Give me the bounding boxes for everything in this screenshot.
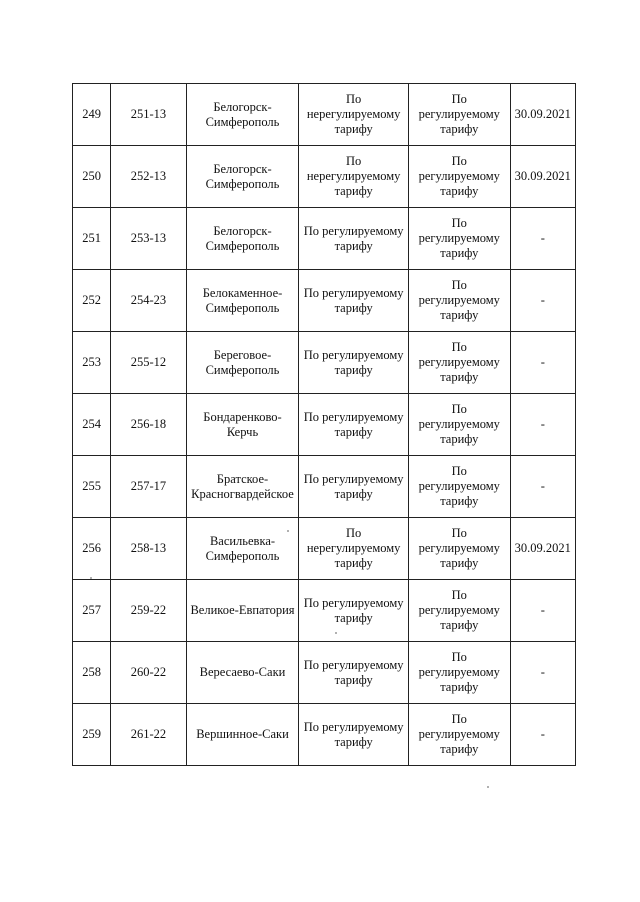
effective-date-cell: 30.09.2021 [510,84,575,146]
table-row [73,642,576,704]
effective-date-cell: - [510,642,575,704]
tariff-current-cell: По нерегулируемому тарифу [299,146,409,208]
route-name-cell: Вершинное-Саки [186,704,299,766]
scan-speck [90,577,92,579]
effective-date-cell: - [510,332,575,394]
tariff-new-cell: По регулируемому тарифу [408,704,510,766]
route-code-cell: 258-13 [111,518,186,580]
row-number-cell: 256 [73,518,111,580]
route-code-cell: 256-18 [111,394,186,456]
scan-speck [287,530,289,532]
table-row [73,332,576,394]
tariff-new-cell: По регулируемому тарифу [408,84,510,146]
route-name-cell: Великое-Евпатория [186,580,299,642]
table-row [73,84,576,146]
tariff-current-cell: По регулируемому тарифу [299,704,409,766]
route-name-cell: Белогорск- Симферополь [186,146,299,208]
route-code-cell: 259-22 [111,580,186,642]
route-code-cell: 257-17 [111,456,186,518]
table-row [73,146,576,208]
table-row [73,518,576,580]
route-code-cell: 261-22 [111,704,186,766]
routes-table [72,83,576,766]
effective-date-cell: - [510,208,575,270]
effective-date-cell: 30.09.2021 [510,146,575,208]
row-number-cell: 250 [73,146,111,208]
route-name-cell: Васильевка- Симферополь [186,518,299,580]
tariff-current-cell: По нерегулируемому тарифу [299,84,409,146]
tariff-current-cell: По регулируемому тарифу [299,394,409,456]
route-name-cell: Береговое- Симферополь [186,332,299,394]
route-name-cell: Белогорск- Симферополь [186,208,299,270]
row-number-cell: 259 [73,704,111,766]
route-code-cell: 253-13 [111,208,186,270]
route-code-cell: 252-13 [111,146,186,208]
row-number-cell: 249 [73,84,111,146]
tariff-current-cell: По регулируемому тарифу [299,208,409,270]
tariff-current-cell: По регулируемому тарифу [299,332,409,394]
row-number-cell: 258 [73,642,111,704]
tariff-current-cell: По регулируемому тарифу [299,270,409,332]
row-number-cell: 251 [73,208,111,270]
tariff-new-cell: По регулируемому тарифу [408,394,510,456]
routes-table-body [73,84,576,766]
tariff-new-cell: По регулируемому тарифу [408,642,510,704]
tariff-current-cell: По регулируемому тарифу [299,580,409,642]
tariff-new-cell: По регулируемому тарифу [408,270,510,332]
tariff-new-cell: По регулируемому тарифу [408,456,510,518]
route-name-cell: Вересаево-Саки [186,642,299,704]
tariff-current-cell: По нерегулируемому тарифу [299,518,409,580]
effective-date-cell: - [510,704,575,766]
row-number-cell: 252 [73,270,111,332]
route-name-cell: Белокаменное- Симферополь [186,270,299,332]
table-row [73,394,576,456]
route-code-cell: 251-13 [111,84,186,146]
effective-date-cell: - [510,456,575,518]
route-code-cell: 260-22 [111,642,186,704]
row-number-cell: 255 [73,456,111,518]
tariff-current-cell: По регулируемому тарифу [299,456,409,518]
table-row [73,580,576,642]
route-code-cell: 255-12 [111,332,186,394]
row-number-cell: 254 [73,394,111,456]
tariff-current-cell: По регулируемому тарифу [299,642,409,704]
route-code-cell: 254-23 [111,270,186,332]
scan-speck [335,632,337,634]
route-name-cell: Братское- Красногвардейское [186,456,299,518]
route-name-cell: Белогорск- Симферополь [186,84,299,146]
effective-date-cell: - [510,580,575,642]
row-number-cell: 253 [73,332,111,394]
tariff-new-cell: По регулируемому тарифу [408,332,510,394]
table-row [73,208,576,270]
effective-date-cell: - [510,270,575,332]
route-name-cell: Бондаренково-Керчь [186,394,299,456]
effective-date-cell: - [510,394,575,456]
effective-date-cell: 30.09.2021 [510,518,575,580]
table-row [73,456,576,518]
tariff-new-cell: По регулируемому тарифу [408,208,510,270]
row-number-cell: 257 [73,580,111,642]
scan-speck [487,786,489,788]
tariff-new-cell: По регулируемому тарифу [408,146,510,208]
table-row [73,270,576,332]
tariff-new-cell: По регулируемому тарифу [408,518,510,580]
table-row [73,704,576,766]
tariff-new-cell: По регулируемому тарифу [408,580,510,642]
